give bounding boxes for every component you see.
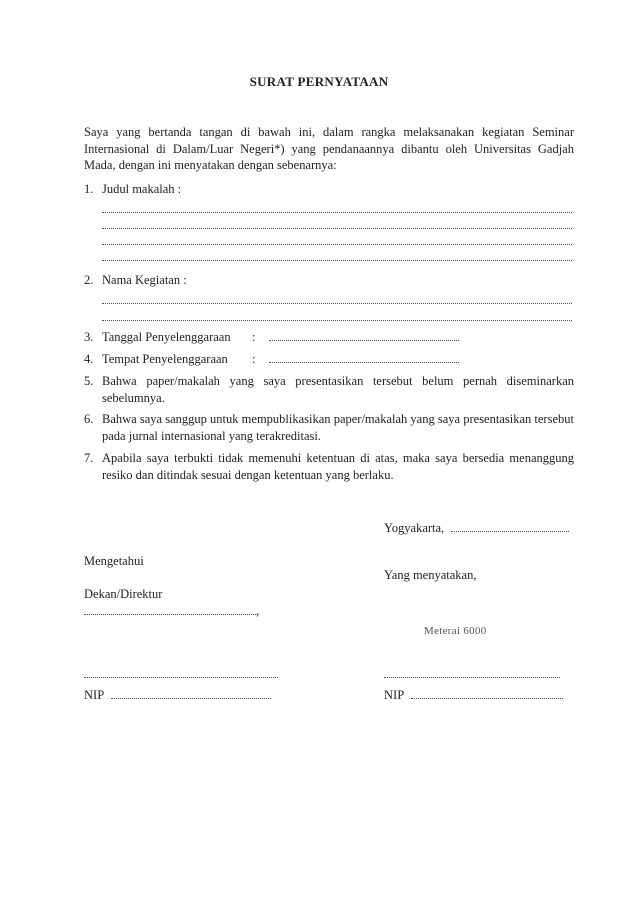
item-label: Tanggal Penyelenggaraan: [102, 330, 231, 344]
fill-line[interactable]: [102, 303, 572, 304]
left-name-line: [84, 603, 259, 619]
signature-fill-line[interactable]: [384, 667, 560, 678]
comma: ,: [256, 604, 260, 618]
fill-line[interactable]: [102, 260, 572, 261]
name-fill-line[interactable]: [84, 604, 256, 615]
item-text: Bahwa saya sanggup untuk mempublikasikan paper/makalah yang saya presentasikan tersebut pada jurnal internasional yang terakreditasi.: [102, 412, 574, 443]
right-signature-line: [384, 666, 560, 682]
signature-place-date: [384, 520, 569, 536]
item-text: Bahwa paper/makalah yang saya presentasikan tersebut belum pernah diseminarkan sebelumnya.: [102, 374, 574, 405]
nip-fill-line[interactable]: [411, 688, 563, 699]
item-number: 1.: [84, 182, 94, 196]
left-title: Mengetahui: [84, 554, 144, 568]
nip-label: NIP: [384, 688, 404, 702]
meterai-label: Meterai 6000: [424, 625, 487, 637]
nip-label: NIP: [84, 688, 104, 702]
place-label: Yogyakarta,: [384, 521, 445, 535]
item-label: Judul makalah :: [102, 182, 182, 196]
separator: :: [252, 352, 256, 366]
separator: :: [252, 330, 256, 344]
left-nip: [84, 687, 271, 703]
item-number: 3.: [84, 330, 94, 344]
item-tanggal: [84, 329, 574, 346]
right-title: Yang menyatakan,: [384, 568, 477, 582]
item-judul-makalah: [84, 181, 574, 198]
item-number: 6.: [84, 412, 94, 426]
fill-line[interactable]: [102, 228, 572, 229]
fill-line[interactable]: [102, 244, 572, 245]
left-role: Dekan/Direktur: [84, 587, 163, 601]
item-statement-5: [84, 373, 574, 406]
item-number: 2.: [84, 273, 94, 287]
item-label: Nama Kegiatan :: [102, 273, 187, 287]
fill-line[interactable]: [269, 352, 459, 363]
item-text: Apabila saya terbukti tidak memenuhi ketentuan di atas, maka saya bersedia menanggung resiko dan ditindak sesuai dengan ketentuan yang berlaku.: [102, 451, 574, 482]
item-statement-7: [84, 450, 574, 483]
item-number: 7.: [84, 451, 94, 465]
item-number: 4.: [84, 352, 94, 366]
item-number: 5.: [84, 374, 94, 388]
item-statement-6: [84, 411, 574, 444]
nip-fill-line[interactable]: [111, 688, 271, 699]
signature-fill-line[interactable]: [84, 667, 278, 678]
intro-paragraph: Saya yang bertanda tangan di bawah ini, dalam rangka melaksanakan kegiatan Seminar Internasional di Dalam/Luar Negeri*) yang pendanaannya dibantu oleh Universitas Gadjah Mada, dengan ini menyatakan dengan sebenarnya:: [84, 125, 574, 172]
item-tempat: [84, 351, 574, 368]
left-signature-line: [84, 666, 278, 682]
fill-line[interactable]: [102, 320, 572, 321]
fill-line[interactable]: [102, 212, 572, 213]
right-nip: [384, 687, 563, 703]
item-label: Tempat Penyelenggaraan: [102, 352, 228, 366]
date-fill-line[interactable]: [451, 521, 569, 532]
item-nama-kegiatan: [84, 272, 574, 289]
fill-line[interactable]: [269, 330, 459, 341]
document-title: SURAT PERNYATAAN: [249, 74, 389, 89]
